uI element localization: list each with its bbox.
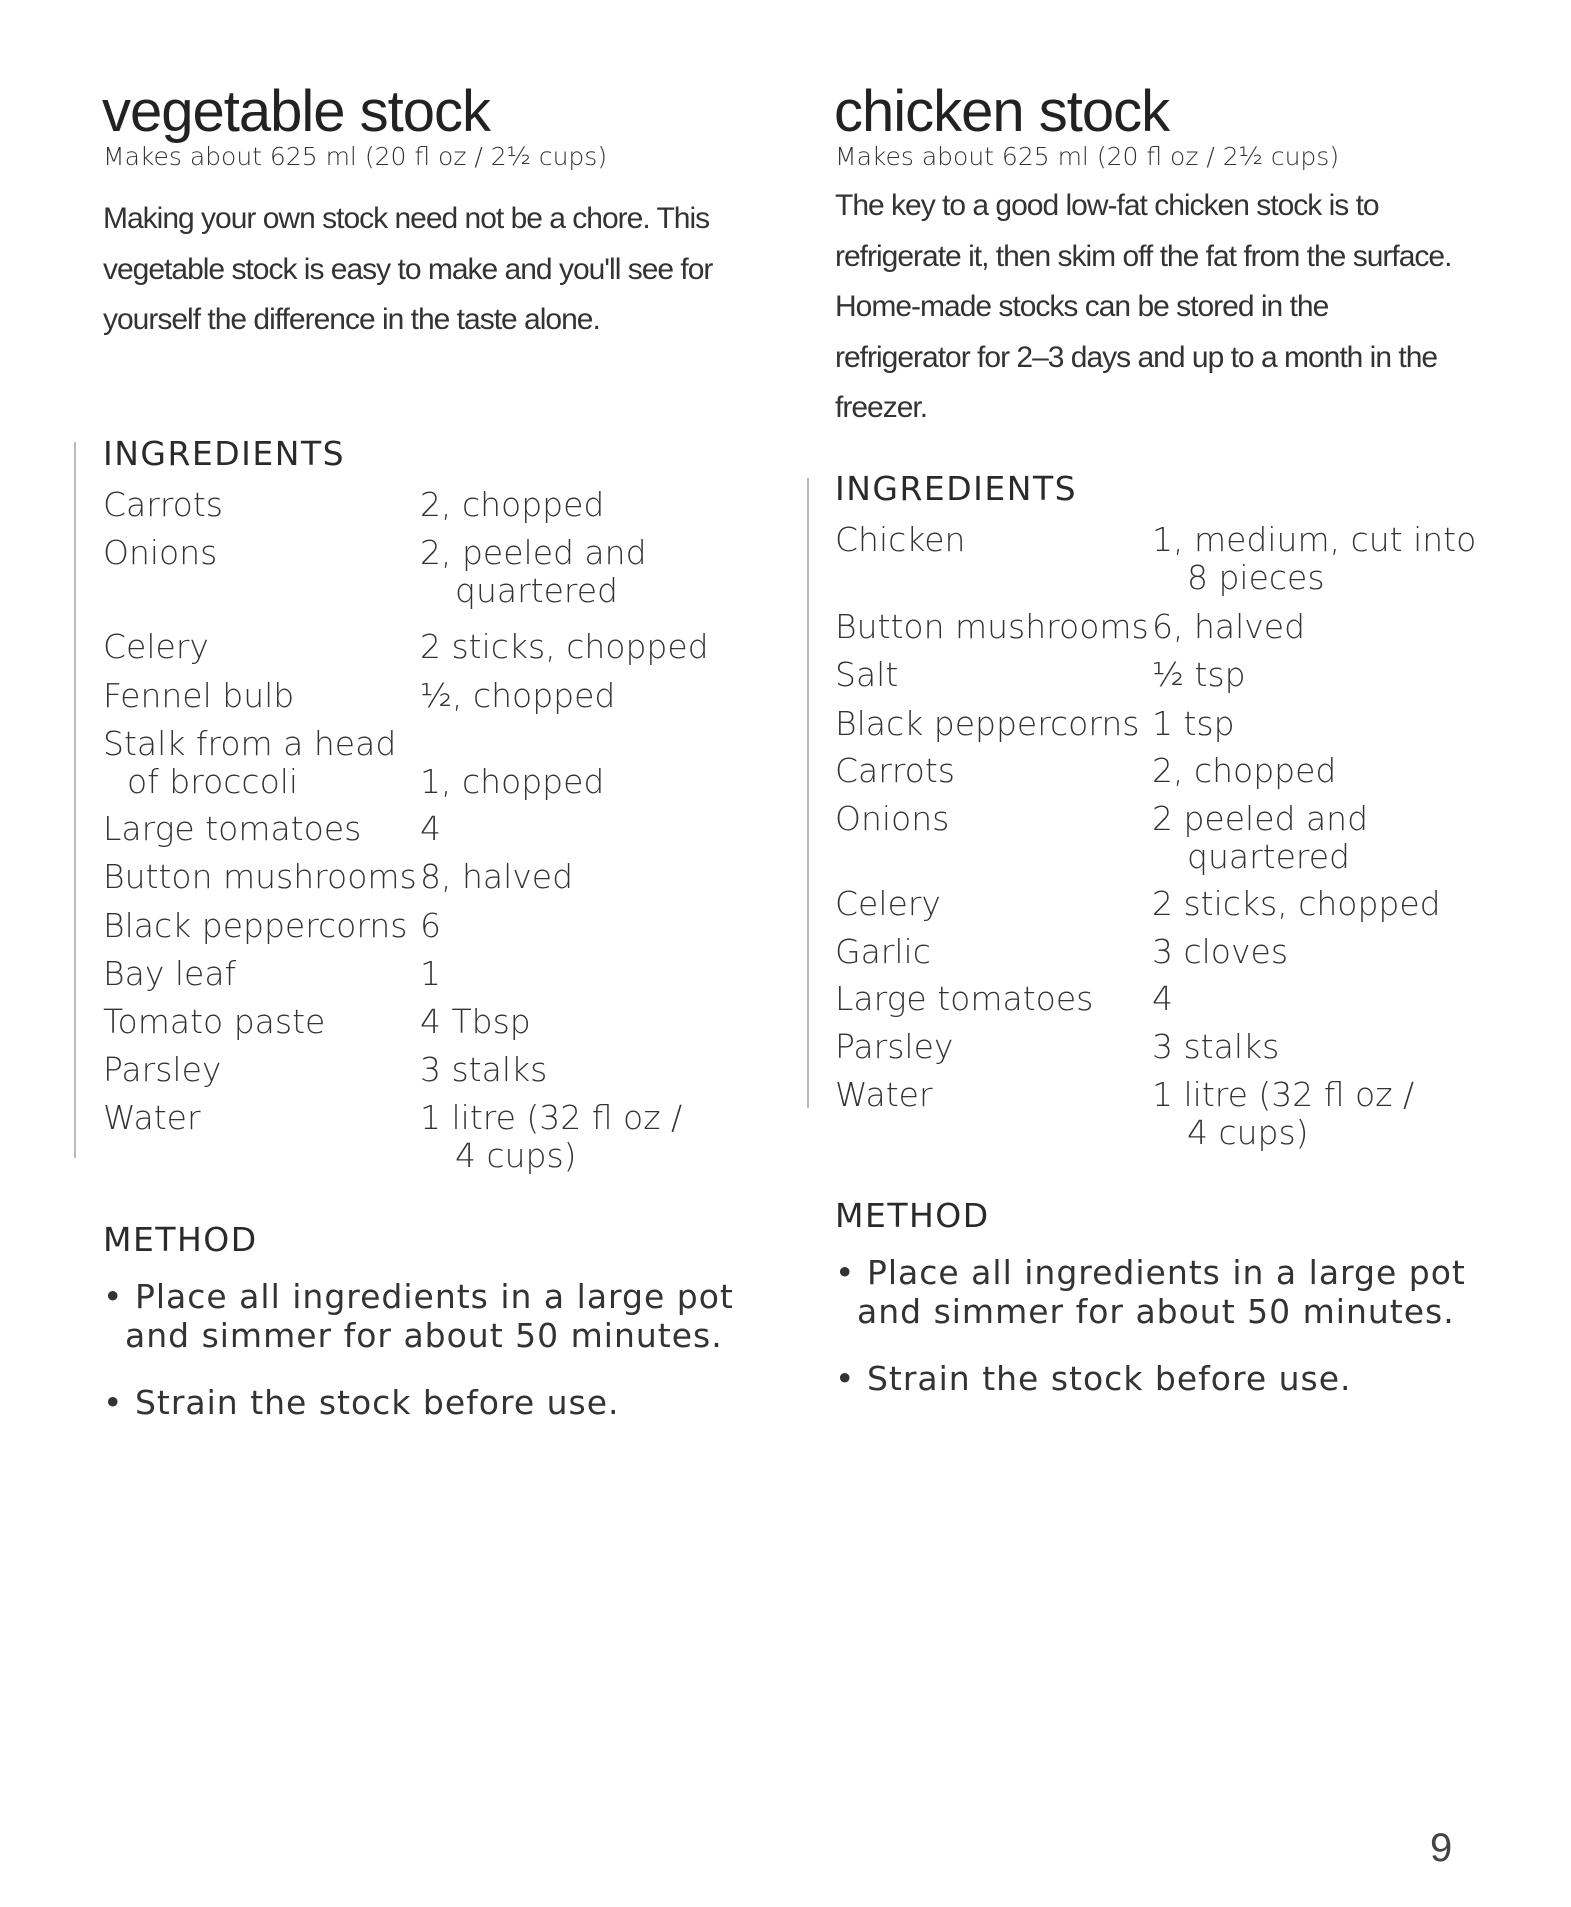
ingredient-name-line: Garlic — [835, 932, 931, 971]
ingredient-name-line: Stalk from a head — [103, 724, 397, 763]
ingredient-amount-line: 3 cloves — [1152, 932, 1289, 971]
ingredient-amount-line: 2 sticks, chopped — [420, 627, 709, 666]
ingredient-name-line: Salt — [835, 655, 899, 694]
ingredient-amount-line: 2 peeled and — [1152, 799, 1369, 838]
ingredient-name-line: Button mushrooms — [835, 607, 1149, 646]
ingredient-amount-line: 1 litre (32 fl oz / — [420, 1098, 683, 1137]
ingredient-amount — [420, 1003, 531, 1041]
recipe-title: chicken stock — [834, 79, 1170, 144]
ingredient-name-line: Water — [835, 1075, 933, 1114]
ingredient-name-line: Onions — [835, 799, 950, 838]
ingredient-name — [103, 955, 236, 993]
ingredient-amount-line: quartered — [455, 571, 618, 610]
ingredient-amount — [1152, 980, 1173, 1018]
ingredient-amount — [420, 1099, 682, 1175]
ingredient-name-line: Black peppercorns — [835, 704, 1140, 743]
ingredient-amount — [1152, 933, 1288, 971]
recipe-title: vegetable stock — [102, 79, 491, 144]
ingredient-amount-line: 4 Tbsp — [420, 1002, 531, 1041]
ingredient-name — [835, 885, 941, 923]
ingredient-name — [103, 628, 209, 666]
ingredient-name — [835, 800, 949, 838]
ingredient-name — [103, 1051, 221, 1089]
ingredient-name — [835, 752, 955, 790]
ingredient-amount — [1152, 800, 1368, 876]
ingredient-amount — [1152, 521, 1476, 597]
ingredient-amount-line: 4 — [420, 809, 441, 848]
page-number: 9 — [1430, 1826, 1453, 1870]
ingredient-name — [835, 521, 965, 559]
ingredient-amount-line: ½ tsp — [1152, 655, 1246, 694]
ingredient-amount-line: 2, peeled and — [420, 533, 647, 572]
ingredient-amount-line: 1 — [420, 954, 441, 993]
ingredient-name — [835, 1076, 933, 1114]
ingredient-name-line: Celery — [835, 884, 941, 923]
ingredient-amount-line: ½, chopped — [420, 676, 616, 715]
method-heading: METHOD — [103, 1220, 258, 1259]
ingredient-name — [103, 810, 361, 848]
margin-rule — [807, 478, 809, 1108]
ingredient-amount-line: 4 cups) — [1187, 1113, 1309, 1152]
method-step: • Strain the stock before use. — [835, 1359, 1352, 1398]
ingredient-amount — [1152, 1076, 1414, 1152]
method-step: • Strain the stock before use. — [103, 1383, 620, 1422]
ingredient-amount — [420, 1051, 547, 1089]
ingredient-name-line: Black peppercorns — [103, 906, 408, 945]
ingredient-amount-line: 2, chopped — [1152, 751, 1337, 790]
ingredient-name — [103, 858, 417, 896]
ingredient-name-line: Fennel bulb — [103, 676, 295, 715]
ingredient-amount — [420, 486, 604, 524]
ingredient-amount — [420, 955, 441, 993]
ingredient-name-line: Bay leaf — [103, 954, 237, 993]
ingredient-amount-line: 6 — [420, 906, 441, 945]
ingredient-amount-line: quartered — [1187, 837, 1350, 876]
ingredient-name-line: Chicken — [835, 520, 966, 559]
ingredient-name-line: Celery — [103, 627, 209, 666]
method-step: • Place all ingredients in a large pot and simmer for about 50 minutes. — [835, 1253, 1466, 1331]
recipe-yield: Makes about 625 ml (20 fl oz / 2½ cups) — [103, 142, 608, 171]
ingredient-amount-line: 3 stalks — [420, 1050, 548, 1089]
ingredients-heading: INGREDIENTS — [835, 469, 1078, 508]
ingredient-amount-line: 2, chopped — [420, 485, 605, 524]
ingredient-name — [103, 1003, 325, 1041]
ingredient-amount-line: 3 stalks — [1152, 1027, 1280, 1066]
ingredient-name-line: Parsley — [835, 1027, 954, 1066]
ingredient-name — [835, 656, 898, 694]
ingredient-name — [103, 534, 217, 572]
ingredient-amount-line: 4 — [1152, 979, 1173, 1018]
ingredient-name-line: Large tomatoes — [835, 979, 1094, 1018]
ingredient-name — [835, 933, 931, 971]
ingredient-amount — [1152, 705, 1235, 743]
method-heading: METHOD — [835, 1196, 990, 1235]
ingredient-name-line: Tomato paste — [103, 1002, 326, 1041]
ingredient-name — [835, 1028, 953, 1066]
ingredients-heading: INGREDIENTS — [103, 434, 346, 473]
ingredient-name-line: Water — [103, 1098, 201, 1137]
margin-rule — [74, 442, 76, 1158]
ingredient-amount — [1152, 1028, 1279, 1066]
ingredient-amount-line: 8 pieces — [1187, 558, 1325, 597]
ingredient-name — [103, 907, 407, 945]
ingredient-amount-line: 6, halved — [1152, 607, 1306, 646]
ingredient-name-line: Large tomatoes — [103, 809, 362, 848]
ingredient-amount — [420, 907, 441, 945]
ingredient-amount — [420, 858, 573, 896]
ingredient-name-line: Onions — [103, 533, 218, 572]
ingredient-amount — [420, 810, 441, 848]
ingredient-amount — [420, 763, 604, 801]
ingredient-name-line: Parsley — [103, 1050, 222, 1089]
ingredient-amount-line: 2 sticks, chopped — [1152, 884, 1441, 923]
ingredient-name — [835, 705, 1139, 743]
ingredient-name-line: Button mushrooms — [103, 857, 417, 896]
ingredient-amount — [420, 677, 615, 715]
ingredient-name — [103, 1099, 201, 1137]
method-step: • Place all ingredients in a large pot and simmer for about 50 minutes. — [103, 1277, 734, 1355]
ingredient-name-line: of broccoli — [127, 762, 299, 801]
ingredient-name-line: Carrots — [835, 751, 955, 790]
ingredient-amount — [420, 628, 709, 666]
ingredient-amount-line: 1, chopped — [420, 762, 605, 801]
ingredient-name — [103, 725, 396, 801]
recipe-yield: Makes about 625 ml (20 fl oz / 2½ cups) — [835, 142, 1340, 171]
ingredient-amount — [1152, 608, 1305, 646]
ingredient-amount-line: 1 litre (32 fl oz / — [1152, 1075, 1415, 1114]
ingredient-amount-line: 8, halved — [420, 857, 574, 896]
ingredient-amount — [1152, 885, 1441, 923]
ingredient-amount — [1152, 656, 1246, 694]
ingredient-name — [103, 486, 223, 524]
ingredient-amount-line: 4 cups) — [455, 1136, 577, 1175]
recipe-intro: The key to a good low-fat chicken stock is to refrigerate it, then skim off the fat from the surface. Home-made stocks can be stored in the refrigerator for 2–3 days and up to a month in the freezer. — [835, 189, 1452, 424]
recipe-intro: Making your own stock need not be a chore. This vegetable stock is easy to make and you'll see for yourself the difference in the taste alone. — [103, 202, 713, 336]
ingredient-name — [103, 677, 294, 715]
ingredient-name — [835, 980, 1093, 1018]
ingredient-amount-line: 1, medium, cut into — [1152, 520, 1477, 559]
ingredient-name-line: Carrots — [103, 485, 223, 524]
ingredient-amount — [420, 534, 647, 610]
ingredient-name — [835, 608, 1149, 646]
ingredient-amount-line: 1 tsp — [1152, 704, 1235, 743]
ingredient-amount — [1152, 752, 1336, 790]
